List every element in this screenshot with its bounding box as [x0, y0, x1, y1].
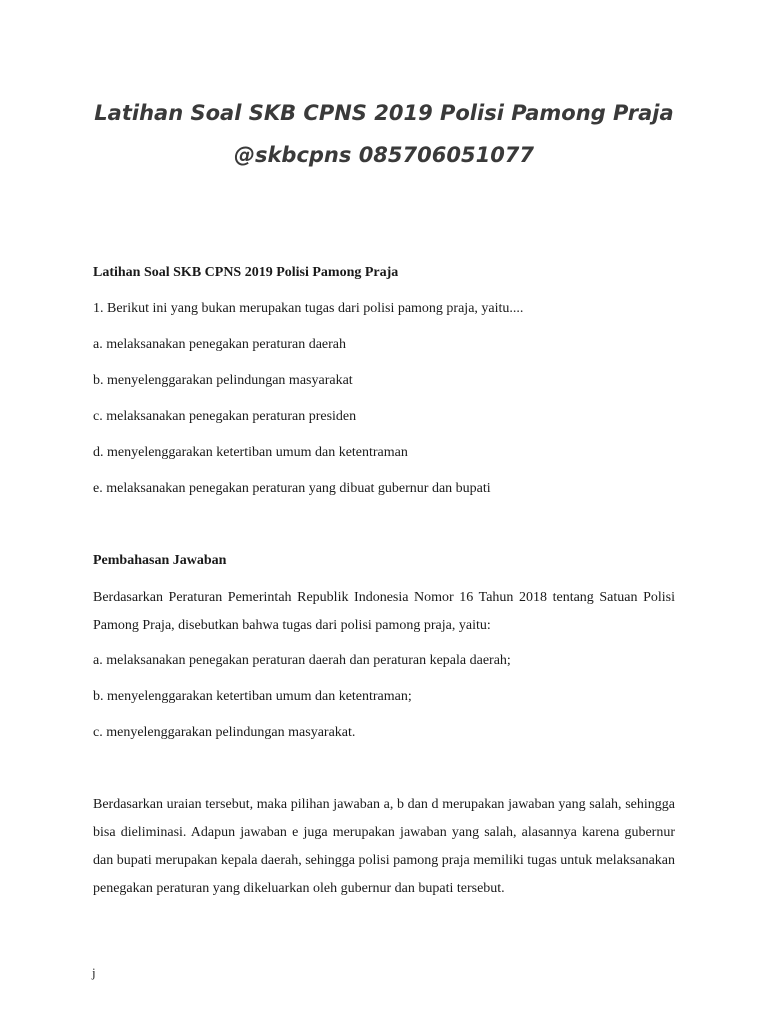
discussion-point-a: a. melaksanakan penegakan peraturan daerah dan peraturan kepala daerah; — [93, 653, 511, 668]
question-heading: Latihan Soal SKB CPNS 2019 Polisi Pamong Praja — [93, 265, 399, 280]
option-e: e. melaksanakan penegakan peraturan yang dibuat gubernur dan bupati — [93, 481, 491, 496]
title-line-1: Latihan Soal SKB CPNS 2019 Polisi Pamong Praja — [94, 101, 674, 125]
option-a: a. melaksanakan penegakan peraturan daerah — [93, 337, 347, 352]
discussion-intro: Berdasarkan Peraturan Pemerintah Republik Indonesia Nomor 16 Tahun 2018 tentang Satuan Polisi Pamong Praja, disebutkan bahwa tugas dari polisi pamong praja, yaitu: — [93, 590, 675, 633]
option-d: d. menyelenggarakan ketertiban umum dan ketentraman — [93, 445, 408, 460]
question-text: 1. Berikut ini yang bukan merupakan tugas dari polisi pamong praja, yaitu.... — [93, 301, 524, 316]
document-title — [0, 92, 768, 176]
title-line-2: @skbcpns 085706051077 — [233, 143, 535, 167]
discussion-point-c: c. menyelenggarakan pelindungan masyarakat. — [93, 725, 356, 740]
discussion-point-b: b. menyelenggarakan ketertiban umum dan ketentraman; — [93, 689, 412, 704]
discussion-conclusion: Berdasarkan uraian tersebut, maka pilihan jawaban a, b dan d merupakan jawaban yang salah, sehingga bisa dieliminasi. Adapun jawaban e juga merupakan jawaban yang salah, alasannya karena gubernur dan bupati merupakan kepala daerah, sehingga polisi pamong praja memiliki tugas untuk melaksanakan penegakan peraturan yang dikeluarkan oleh gubernur dan bupati tersebut. — [93, 797, 675, 896]
footer-mark: j — [92, 965, 96, 980]
discussion-heading: Pembahasan Jawaban — [93, 553, 227, 568]
option-b: b. menyelenggarakan pelindungan masyarakat — [93, 373, 353, 388]
option-c: c. melaksanakan penegakan peraturan presiden — [93, 409, 357, 424]
